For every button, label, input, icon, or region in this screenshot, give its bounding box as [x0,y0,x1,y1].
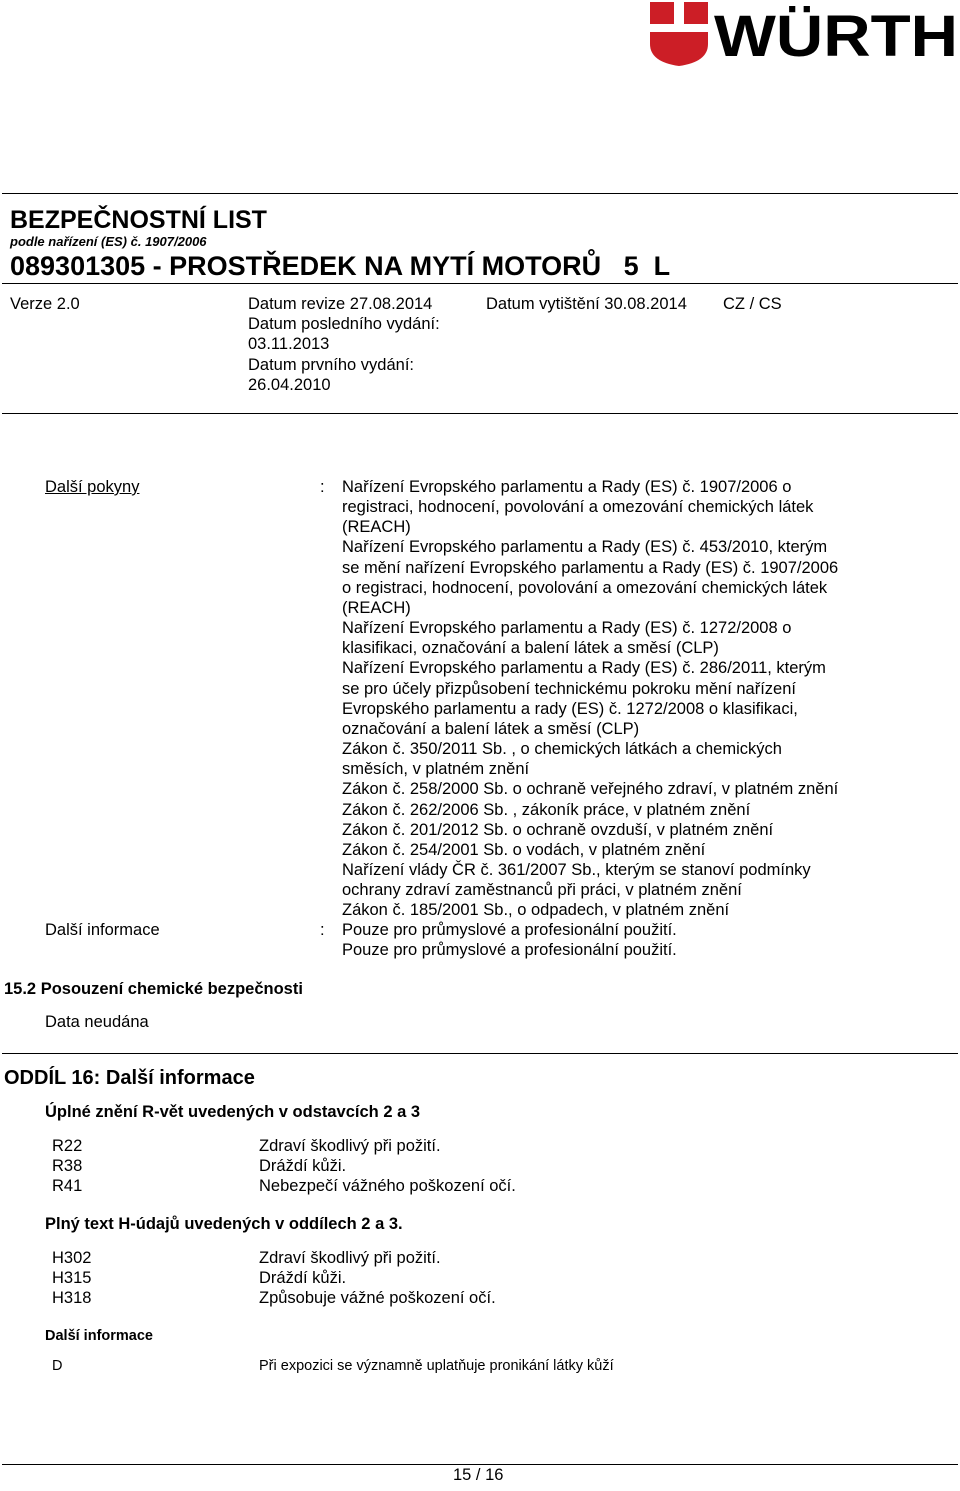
instruction-line: se mění nařízení Evropského parlamentu a Rady (ES) č. 1907/2006 [342,558,839,577]
instruction-line: Zákon č. 254/2001 Sb. o vodách, v platném znění [342,840,706,859]
r-phrase-text: Nebezpečí vážného poškození očí. [259,1177,516,1196]
document-subtitle: podle nařízení (ES) č. 1907/2006 [10,234,207,249]
further-instructions-text [342,477,838,920]
product-title: 089301305 - PROSTŘEDEK NA MYTÍ MOTORŮ 5 L [10,251,671,281]
h-phrase-code: H315 [52,1269,92,1288]
instruction-line: Nařízení Evropského parlamentu a Rady (ES) č. 286/2011, kterým [342,659,826,678]
instruction-line: Nařízení Evropského parlamentu a Rady (ES) č. 453/2010, kterým [342,538,828,557]
h-phrase-code: H318 [52,1289,92,1308]
header-rule-bottom [2,413,958,414]
h-phrases-codes [52,1248,91,1308]
instruction-line: Nařízení vlády ČR č. 361/2007 Sb., kterým se stanoví podmínky [342,860,811,879]
other-info-code: D [52,1358,63,1374]
instruction-line: směsích, v platném znění [342,760,530,779]
instruction-line: o registraci, hodnocení, povolování a omezování chemických látek [342,578,828,597]
section-15-2-heading: 15.2 Posouzení chemické bezpečnosti [4,980,303,998]
information-line: Pouze pro průmyslové a profesionální použití. [342,921,677,939]
last-issue-date: 03.11.2013 [248,335,330,354]
locale: CZ / CS [723,295,782,313]
first-issue-label: Datum prvního vydání: [248,355,414,374]
svg-text:WÜRTH: WÜRTH [714,4,958,69]
r-phrase-code: R38 [52,1157,83,1176]
instruction-line: Zákon č. 258/2000 Sb. o ochraně veřejného zdraví, v platném znění [342,780,839,799]
instruction-line: Zákon č. 201/2012 Sb. o ochraně ovzduší, v platném znění [342,820,774,839]
h-phrase-text: Způsobuje vážné poškození očí. [259,1289,496,1308]
footer-rule [2,1464,958,1465]
r-phrases-heading: Úplné znění R-vět uvedených v odstavcích 2 a 3 [45,1103,421,1121]
r-phrase-code: R41 [52,1177,83,1196]
information-line: Pouze pro průmyslové a profesionální použití. [342,941,677,960]
h-phrases-heading: Plný text H-údajů uvedených v oddílech 2 a 3. [45,1215,403,1233]
r-phrases-codes [52,1136,82,1196]
first-issue-date: 26.04.2010 [248,375,331,394]
h-phrase-text: Zdraví škodlivý při požití. [259,1249,441,1267]
instruction-line: Nařízení Evropského parlamentu a Rady (ES) č. 1272/2008 o [342,619,792,638]
print-date: Datum vytištění 30.08.2014 [486,295,687,313]
instruction-line: klasifikaci, označování a balení látek a směsí (CLP) [342,639,719,658]
header-rule-top [2,193,958,194]
other-info-text: Při expozici se významně uplatňuje pronikání látky kůží [259,1358,614,1374]
r-phrase-code: R22 [52,1137,83,1155]
h-phrases-texts [259,1248,496,1308]
r-phrase-text: Zdraví škodlivý při požití. [259,1137,441,1155]
document-title: BEZPEČNOSTNÍ LIST [10,206,267,234]
further-instructions-label: Další pokyny [45,478,140,496]
instruction-line: (REACH) [342,518,411,537]
page-number: 15 / 16 [453,1466,504,1484]
last-issue-label: Datum posledního vydání: [248,315,440,334]
other-info-heading: Další informace [45,1328,153,1344]
revision-date: Datum revize 27.08.2014 [248,295,433,313]
instruction-line: se pro účely přizpůsobení technickému pokroku mění nařízení [342,679,796,698]
section-15-2-text: Data neudána [45,1013,149,1031]
further-information-label: Další informace [45,921,160,939]
header-rule-mid [2,283,958,284]
r-phrase-text: Dráždí kůži. [259,1157,347,1176]
h-phrase-text: Dráždí kůži. [259,1269,347,1288]
h-phrase-code: H302 [52,1249,92,1267]
instruction-line: Evropského parlamentu a rady (ES) č. 1272/2008 o klasifikaci, [342,699,798,718]
wurth-logo [648,0,960,70]
further-information-colon: : [320,921,325,939]
instruction-line: registraci, hodnocení, povolování a omezování chemických látek [342,498,814,517]
instruction-line: označování a balení látek a směsí (CLP) [342,719,640,738]
r-phrases-texts [259,1136,516,1196]
section-16-rule [2,1053,958,1054]
wurth-logo-mark [648,0,960,70]
further-instructions-colon: : [320,478,325,496]
section-16-heading: ODDÍL 16: Další informace [4,1067,255,1089]
instruction-line: Nařízení Evropského parlamentu a Rady (ES) č. 1907/2006 o [342,478,792,496]
instruction-line: ochrany zdraví zaměstnanců při práci, v platném znění [342,881,742,900]
instruction-line: Zákon č. 350/2011 Sb. , o chemických látkách a chemických [342,740,782,759]
instruction-line: Zákon č. 262/2006 Sb. , zákoník práce, v platném znění [342,800,751,819]
further-information-text [342,920,677,960]
revision-block [248,294,440,395]
version: Verze 2.0 [10,295,80,313]
instruction-line: Zákon č. 185/2001 Sb., o odpadech, v platném znění [342,901,730,920]
instruction-line: (REACH) [342,598,411,617]
